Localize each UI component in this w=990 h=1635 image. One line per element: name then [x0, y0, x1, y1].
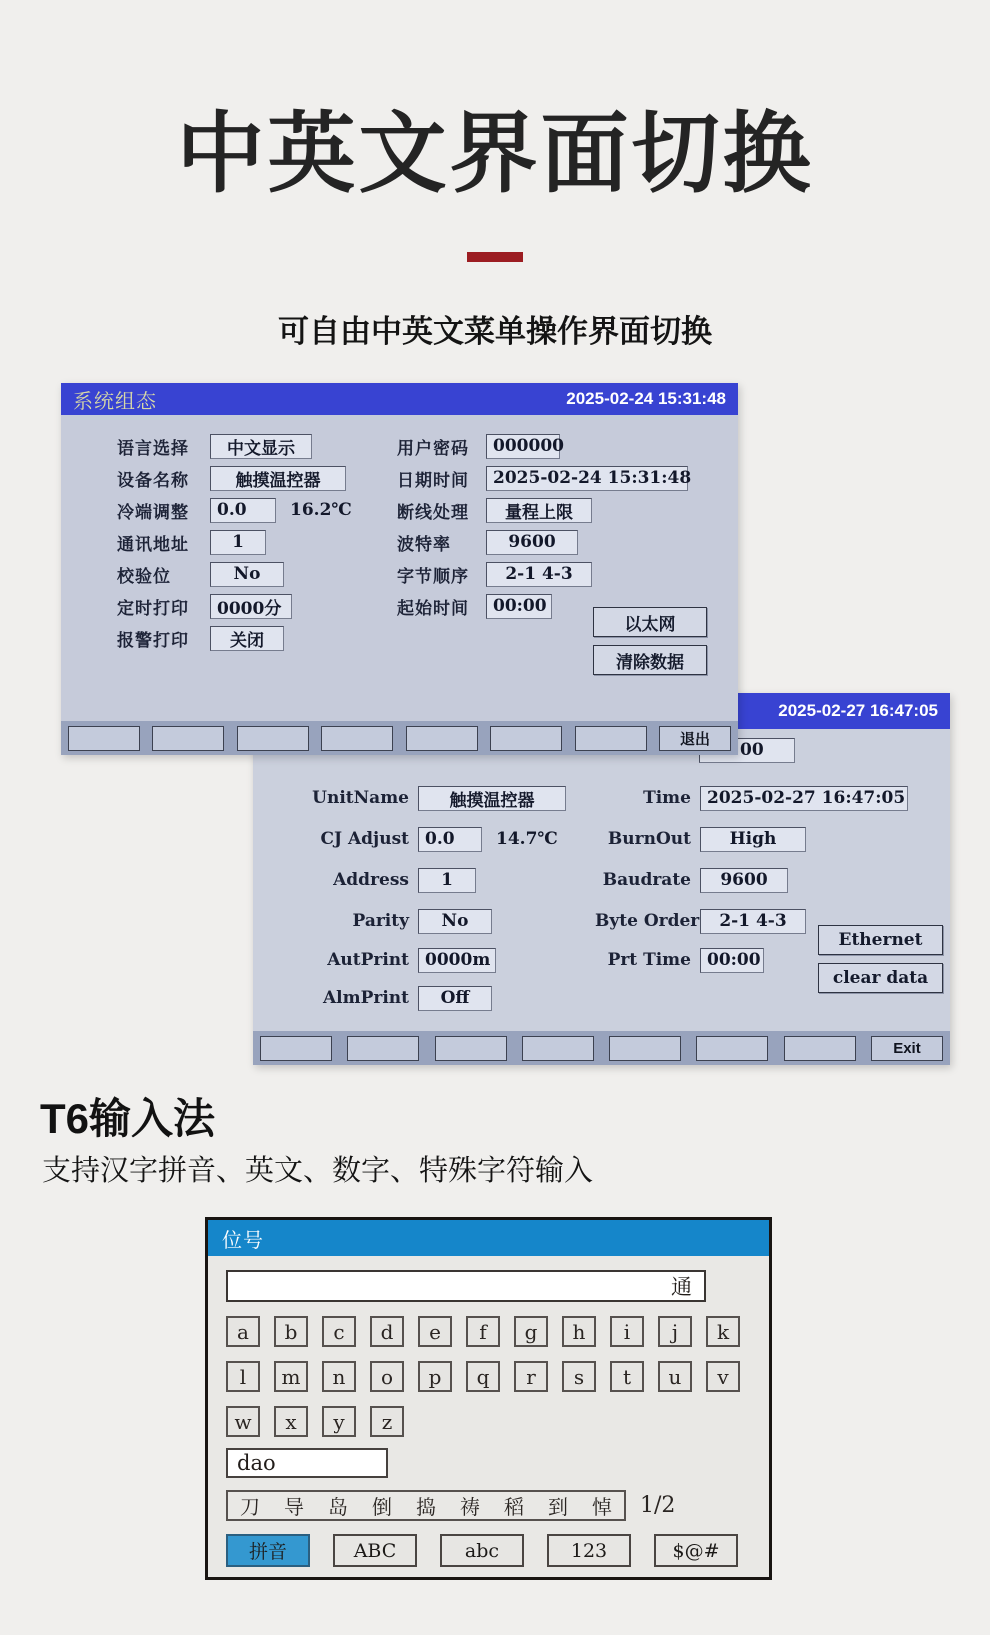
field-timed-print [117, 593, 292, 619]
mode-pinyin[interactable]: 拼音 [226, 1534, 310, 1567]
candidate[interactable]: 稻 [504, 1495, 524, 1519]
field-datetime [397, 465, 692, 491]
field-password [397, 433, 564, 459]
key-v[interactable]: v [706, 1361, 740, 1392]
field-value[interactable]: 2025-02-24 15:31:48 [486, 466, 688, 491]
field-label: 语言选择 [117, 438, 189, 458]
field-label: 通讯地址 [117, 534, 189, 554]
screen-cn-title: 系统组态 [73, 390, 157, 413]
clear-data-button[interactable]: 清除数据 [593, 645, 707, 675]
key-u[interactable]: u [658, 1361, 692, 1392]
field-byte-order [595, 908, 806, 934]
field-label: Prt Time [607, 950, 691, 970]
field-almprint [305, 985, 492, 1011]
key-r[interactable]: r [514, 1361, 548, 1392]
field-label: Parity [352, 911, 409, 931]
field-label: AutPrint [327, 950, 409, 970]
candidate[interactable]: 导 [284, 1495, 304, 1519]
field-address [305, 867, 476, 893]
candidate-bar [226, 1490, 626, 1521]
field-value[interactable]: 00:00 [486, 594, 552, 619]
toolbar-button[interactable] [68, 726, 140, 751]
candidate[interactable]: 岛 [328, 1495, 348, 1519]
bottom-toolbar [61, 721, 738, 755]
key-z[interactable]: z [370, 1406, 404, 1437]
key-s[interactable]: s [562, 1361, 596, 1392]
field-label: 冷端调整 [117, 502, 189, 522]
key-b[interactable]: b [274, 1316, 308, 1347]
screen-cn-titlebar [61, 383, 738, 415]
toolbar-button[interactable] [784, 1036, 856, 1061]
key-w[interactable]: w [226, 1406, 260, 1437]
clear-data-button[interactable]: clear data [818, 963, 943, 993]
key-g[interactable]: g [514, 1316, 548, 1347]
field-parity [305, 908, 492, 934]
toolbar-button[interactable] [575, 726, 647, 751]
field-value[interactable]: 0000m [418, 948, 496, 973]
ime-text-input[interactable]: 通 [226, 1270, 706, 1302]
toolbar-button[interactable] [406, 726, 478, 751]
field-label: BurnOut [607, 829, 691, 849]
field-start-time [397, 593, 552, 619]
field-value[interactable]: 触摸温控器 [210, 466, 346, 491]
field-label: Time [643, 788, 691, 808]
key-o[interactable]: o [370, 1361, 404, 1392]
toolbar-button[interactable] [490, 726, 562, 751]
field-value[interactable]: 0000分 [210, 594, 292, 619]
field-value[interactable]: 1 [210, 530, 266, 555]
field-value[interactable]: 关闭 [210, 626, 284, 651]
field-value[interactable]: 1 [418, 868, 476, 893]
field-label: 起始时间 [397, 598, 469, 618]
candidate-page-indicator: 1/2 [640, 1493, 676, 1518]
field-label: 日期时间 [397, 470, 469, 490]
field-label: AlmPrint [322, 988, 409, 1008]
mode-numbers[interactable]: 123 [547, 1534, 631, 1567]
key-n[interactable]: n [322, 1361, 356, 1392]
field-extra: 14.7℃ [496, 829, 558, 849]
field-value[interactable]: 000000 [486, 434, 560, 459]
field-label: 字节顺序 [397, 566, 469, 586]
key-t[interactable]: t [610, 1361, 644, 1392]
field-cold-junction [117, 497, 352, 523]
field-label: CJ Adjust [320, 829, 409, 849]
field-comm-address [117, 529, 266, 555]
field-value[interactable]: 00:00 [700, 948, 764, 973]
screen-cn-datetime: 2025-02-24 15:31:48 [566, 389, 726, 408]
toolbar-button[interactable] [260, 1036, 332, 1061]
field-label: 设备名称 [117, 470, 189, 490]
field-value[interactable]: Off [418, 986, 492, 1011]
field-value[interactable]: 2-1 4-3 [486, 562, 592, 587]
toolbar-button[interactable] [347, 1036, 419, 1061]
field-byte-order [397, 561, 592, 587]
field-value[interactable]: 触摸温控器 [418, 786, 566, 811]
field-label: UnitName [312, 788, 409, 808]
field-value[interactable]: 2025-02-27 16:47:05 [700, 786, 908, 811]
key-a[interactable]: a [226, 1316, 260, 1347]
field-value[interactable]: No [418, 909, 492, 934]
system-config-screen-cn [61, 383, 738, 755]
key-e[interactable]: e [418, 1316, 452, 1347]
key-h[interactable]: h [562, 1316, 596, 1347]
field-label: 用户密码 [397, 438, 469, 458]
field-label: Address [333, 870, 409, 890]
field-extra: 16.2℃ [290, 500, 352, 520]
field-value[interactable]: 0.0 [418, 827, 482, 852]
field-burnout [595, 826, 806, 852]
candidate[interactable]: 祷 [460, 1495, 480, 1519]
field-unitname [305, 785, 566, 811]
field-label: 波特率 [397, 534, 451, 554]
toolbar-button[interactable] [522, 1036, 594, 1061]
key-i[interactable]: i [610, 1316, 644, 1347]
mode-lowercase[interactable]: abc [440, 1534, 524, 1567]
field-label: Byte Order [595, 911, 700, 931]
field-label: 断线处理 [397, 502, 469, 522]
toolbar-button[interactable] [237, 726, 309, 751]
ime-dialog [205, 1217, 772, 1580]
candidate[interactable]: 捣 [416, 1495, 436, 1519]
field-value[interactable]: 量程上限 [486, 498, 592, 523]
key-c[interactable]: c [322, 1316, 356, 1347]
field-language [117, 433, 312, 459]
candidate[interactable]: 刀 [240, 1495, 260, 1519]
field-value[interactable]: 2-1 4-3 [700, 909, 806, 934]
field-device-name [117, 465, 346, 491]
bottom-toolbar [253, 1031, 950, 1065]
key-j[interactable]: j [658, 1316, 692, 1347]
ethernet-button[interactable]: Ethernet [818, 925, 943, 955]
field-cj-adjust [305, 826, 558, 852]
field-parity [117, 561, 284, 587]
section-subtitle: 支持汉字拼音、英文、数字、特殊字符输入 [42, 1155, 594, 1187]
field-value[interactable]: 9600 [486, 530, 578, 555]
exit-button[interactable]: Exit [871, 1036, 943, 1061]
key-x[interactable]: x [274, 1406, 308, 1437]
field-prt-time [595, 947, 764, 973]
field-value[interactable]: 中文显示 [210, 434, 312, 459]
mode-uppercase[interactable]: ABC [333, 1534, 417, 1567]
field-alarm-print [117, 625, 284, 651]
field-value[interactable]: 9600 [700, 868, 788, 893]
page-subtitle: 可自由中英文菜单操作界面切换 [278, 314, 712, 349]
password-value[interactable]: 00 [699, 738, 795, 763]
field-value[interactable]: High [700, 827, 806, 852]
key-m[interactable]: m [274, 1361, 308, 1392]
ethernet-button[interactable]: 以太网 [593, 607, 707, 637]
candidate[interactable]: 倒 [372, 1495, 392, 1519]
key-y[interactable]: y [322, 1406, 356, 1437]
key-f[interactable]: f [466, 1316, 500, 1347]
candidate[interactable]: 悼 [592, 1495, 612, 1519]
mode-symbols[interactable]: $@# [654, 1534, 738, 1567]
key-q[interactable]: q [466, 1361, 500, 1392]
field-value[interactable]: 0.0 [210, 498, 276, 523]
field-baudrate [397, 529, 578, 555]
accent-divider [467, 252, 523, 262]
toolbar-button[interactable] [152, 726, 224, 751]
ime-title: 位号 [222, 1229, 264, 1252]
key-l[interactable]: l [226, 1361, 260, 1392]
ime-titlebar [208, 1220, 769, 1256]
field-label: 报警打印 [117, 630, 189, 650]
field-label: Baudrate [602, 870, 691, 890]
toolbar-button[interactable] [321, 726, 393, 751]
toolbar-button[interactable] [609, 1036, 681, 1061]
candidate[interactable]: 到 [548, 1495, 568, 1519]
field-time [595, 785, 908, 811]
toolbar-button[interactable] [435, 1036, 507, 1061]
field-value[interactable]: No [210, 562, 284, 587]
field-label: 校验位 [117, 566, 171, 586]
field-baudrate [595, 867, 788, 893]
screen-en-datetime: 2025-02-27 16:47:05 [778, 701, 938, 720]
page-title: 中英文界面切换 [176, 104, 814, 203]
toolbar-button[interactable] [696, 1036, 768, 1061]
field-label: 定时打印 [117, 598, 189, 618]
key-p[interactable]: p [418, 1361, 452, 1392]
key-k[interactable]: k [706, 1316, 740, 1347]
section-title: T6输入法 [40, 1095, 216, 1142]
key-d[interactable]: d [370, 1316, 404, 1347]
field-burnout [397, 497, 592, 523]
pinyin-buffer[interactable]: dao [226, 1448, 388, 1478]
field-autprint [305, 947, 496, 973]
exit-button[interactable]: 退出 [659, 726, 731, 751]
